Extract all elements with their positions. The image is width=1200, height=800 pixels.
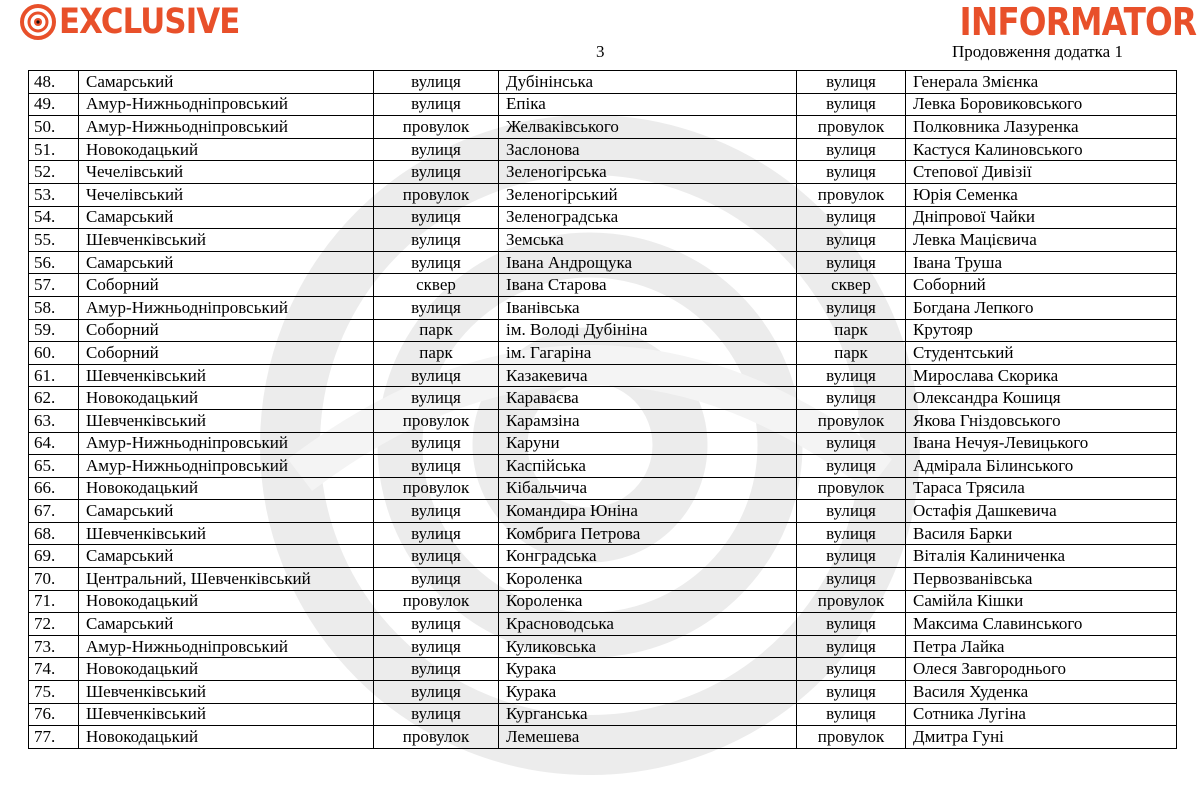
new-name-cell: Полковника Лазуренка [906, 116, 1177, 139]
district-cell: Амур-Нижньодніпровський [79, 432, 374, 455]
row-number: 65. [29, 455, 79, 478]
new-name-cell: Віталія Калиниченка [906, 545, 1177, 568]
district-cell: Новокодацький [79, 590, 374, 613]
table-row [29, 206, 1177, 229]
old-type-cell: вулиця [374, 364, 499, 387]
row-number: 55. [29, 229, 79, 252]
row-number: 69. [29, 545, 79, 568]
old-name-cell: Курака [499, 681, 797, 704]
new-type-cell: провулок [797, 409, 906, 432]
new-name-cell: Кастуся Калиновського [906, 138, 1177, 161]
table-row [29, 409, 1177, 432]
table-row [29, 455, 1177, 478]
table-row [29, 500, 1177, 523]
old-name-cell: Кібальчича [499, 477, 797, 500]
table-row [29, 545, 1177, 568]
old-name-cell: Красноводська [499, 613, 797, 636]
row-number: 74. [29, 658, 79, 681]
new-name-cell: Василя Барки [906, 522, 1177, 545]
district-cell: Самарський [79, 206, 374, 229]
row-number: 75. [29, 681, 79, 704]
new-type-cell: вулиця [797, 364, 906, 387]
old-name-cell: Іванівська [499, 296, 797, 319]
district-cell: Новокодацький [79, 726, 374, 749]
table-row [29, 635, 1177, 658]
new-name-cell: Студентський [906, 342, 1177, 365]
district-cell: Новокодацький [79, 138, 374, 161]
old-type-cell: вулиця [374, 71, 499, 94]
new-name-cell: Олександра Кошиця [906, 387, 1177, 410]
new-type-cell: провулок [797, 183, 906, 206]
old-type-cell: вулиця [374, 568, 499, 591]
old-type-cell: парк [374, 342, 499, 365]
new-type-cell: вулиця [797, 703, 906, 726]
old-type-cell: вулиця [374, 455, 499, 478]
old-name-cell: Дубінінська [499, 71, 797, 94]
new-name-cell: Дніпрової Чайки [906, 206, 1177, 229]
row-number: 51. [29, 138, 79, 161]
table-body [29, 71, 1177, 749]
table-row [29, 681, 1177, 704]
new-type-cell: вулиця [797, 455, 906, 478]
district-cell: Шевченківський [79, 522, 374, 545]
old-type-cell: вулиця [374, 161, 499, 184]
new-type-cell: вулиця [797, 545, 906, 568]
district-cell: Шевченківський [79, 681, 374, 704]
district-cell: Амур-Нижньодніпровський [79, 296, 374, 319]
district-cell: Соборний [79, 319, 374, 342]
exclusive-logo-text: EXCLUSIVE [59, 2, 240, 42]
new-name-cell: Івана Нечуя-Левицького [906, 432, 1177, 455]
row-number: 59. [29, 319, 79, 342]
old-type-cell: вулиця [374, 138, 499, 161]
old-name-cell: Караваєва [499, 387, 797, 410]
table-row [29, 726, 1177, 749]
new-name-cell: Василя Худенка [906, 681, 1177, 704]
row-number: 72. [29, 613, 79, 636]
row-number: 66. [29, 477, 79, 500]
new-name-cell: Соборний [906, 274, 1177, 297]
district-cell: Амур-Нижньодніпровський [79, 93, 374, 116]
old-name-cell: Зеленоградська [499, 206, 797, 229]
district-cell: Центральний, Шевченківський [79, 568, 374, 591]
new-name-cell: Максима Славинського [906, 613, 1177, 636]
old-type-cell: провулок [374, 726, 499, 749]
old-type-cell: вулиця [374, 681, 499, 704]
row-number: 54. [29, 206, 79, 229]
new-name-cell: Самійла Кішки [906, 590, 1177, 613]
old-type-cell: провулок [374, 183, 499, 206]
row-number: 71. [29, 590, 79, 613]
old-type-cell: вулиця [374, 545, 499, 568]
table-row [29, 342, 1177, 365]
district-cell: Шевченківський [79, 703, 374, 726]
new-name-cell: Первозванівська [906, 568, 1177, 591]
new-type-cell: провулок [797, 477, 906, 500]
row-number: 62. [29, 387, 79, 410]
new-name-cell: Левка Боровиковського [906, 93, 1177, 116]
old-type-cell: вулиця [374, 703, 499, 726]
new-type-cell: вулиця [797, 522, 906, 545]
row-number: 64. [29, 432, 79, 455]
new-name-cell: Адмірала Білинського [906, 455, 1177, 478]
district-cell: Чечелівський [79, 183, 374, 206]
new-type-cell: парк [797, 342, 906, 365]
new-type-cell: сквер [797, 274, 906, 297]
table-row [29, 274, 1177, 297]
new-type-cell: вулиця [797, 251, 906, 274]
old-name-cell: Комбрига Петрова [499, 522, 797, 545]
old-type-cell: вулиця [374, 500, 499, 523]
old-name-cell: Епіка [499, 93, 797, 116]
new-name-cell: Дмитра Гуні [906, 726, 1177, 749]
street-renaming-table [28, 70, 1177, 749]
row-number: 73. [29, 635, 79, 658]
new-name-cell: Генерала Змієнка [906, 71, 1177, 94]
district-cell: Самарський [79, 71, 374, 94]
new-type-cell: вулиця [797, 138, 906, 161]
new-name-cell: Олеся Завгороднього [906, 658, 1177, 681]
new-type-cell: вулиця [797, 500, 906, 523]
appendix-continuation-label: Продовження додатка 1 [952, 42, 1123, 61]
district-cell: Новокодацький [79, 477, 374, 500]
row-number: 60. [29, 342, 79, 365]
old-name-cell: Короленка [499, 568, 797, 591]
district-cell: Амур-Нижньодніпровський [79, 635, 374, 658]
old-type-cell: провулок [374, 116, 499, 139]
old-type-cell: вулиця [374, 432, 499, 455]
table-row [29, 229, 1177, 252]
new-type-cell: вулиця [797, 658, 906, 681]
old-name-cell: Командира Юніна [499, 500, 797, 523]
new-name-cell: Юрія Семенка [906, 183, 1177, 206]
old-name-cell: Каруни [499, 432, 797, 455]
table-row [29, 319, 1177, 342]
district-cell: Чечелівський [79, 161, 374, 184]
row-number: 48. [29, 71, 79, 94]
table-row [29, 387, 1177, 410]
new-type-cell: вулиця [797, 229, 906, 252]
old-name-cell: Курганська [499, 703, 797, 726]
table-row [29, 251, 1177, 274]
new-type-cell: вулиця [797, 387, 906, 410]
row-number: 56. [29, 251, 79, 274]
district-cell: Соборний [79, 274, 374, 297]
row-number: 52. [29, 161, 79, 184]
old-name-cell: Казакевича [499, 364, 797, 387]
new-type-cell: вулиця [797, 613, 906, 636]
district-cell: Шевченківський [79, 364, 374, 387]
table-row [29, 71, 1177, 94]
new-type-cell: вулиця [797, 93, 906, 116]
table-row [29, 703, 1177, 726]
old-type-cell: вулиця [374, 522, 499, 545]
old-name-cell: ім. Володі Дубініна [499, 319, 797, 342]
table-row [29, 161, 1177, 184]
new-name-cell: Сотника Лугіна [906, 703, 1177, 726]
row-number: 57. [29, 274, 79, 297]
old-name-cell: Каспійська [499, 455, 797, 478]
new-name-cell: Мирослава Скорика [906, 364, 1177, 387]
new-name-cell: Левка Мацієвича [906, 229, 1177, 252]
row-number: 67. [29, 500, 79, 523]
row-number: 49. [29, 93, 79, 116]
district-cell: Самарський [79, 251, 374, 274]
table-row [29, 568, 1177, 591]
row-number: 76. [29, 703, 79, 726]
old-type-cell: провулок [374, 477, 499, 500]
new-type-cell: парк [797, 319, 906, 342]
district-cell: Самарський [79, 545, 374, 568]
old-type-cell: вулиця [374, 229, 499, 252]
old-type-cell: вулиця [374, 206, 499, 229]
district-cell: Амур-Нижньодніпровський [79, 116, 374, 139]
district-cell: Самарський [79, 613, 374, 636]
old-type-cell: вулиця [374, 93, 499, 116]
informator-logo[interactable]: INFORMATOR [959, 0, 1196, 44]
new-name-cell: Тараса Трясила [906, 477, 1177, 500]
old-name-cell: Зеленогірська [499, 161, 797, 184]
old-name-cell: Куликовська [499, 635, 797, 658]
new-type-cell: вулиця [797, 432, 906, 455]
old-name-cell: Карамзіна [499, 409, 797, 432]
row-number: 58. [29, 296, 79, 319]
table-row [29, 658, 1177, 681]
old-type-cell: провулок [374, 590, 499, 613]
old-type-cell: сквер [374, 274, 499, 297]
district-cell: Самарський [79, 500, 374, 523]
eye-icon [20, 4, 56, 40]
exclusive-logo[interactable] [20, 2, 264, 42]
old-type-cell: парк [374, 319, 499, 342]
old-type-cell: вулиця [374, 387, 499, 410]
old-name-cell: Заслонова [499, 138, 797, 161]
district-cell: Амур-Нижньодніпровський [79, 455, 374, 478]
table-row [29, 477, 1177, 500]
table-row [29, 522, 1177, 545]
old-type-cell: вулиця [374, 251, 499, 274]
old-name-cell: Конградська [499, 545, 797, 568]
new-name-cell: Івана Труша [906, 251, 1177, 274]
old-name-cell: Желваківського [499, 116, 797, 139]
new-name-cell: Крутояр [906, 319, 1177, 342]
table-row [29, 364, 1177, 387]
old-type-cell: вулиця [374, 658, 499, 681]
table-row [29, 183, 1177, 206]
new-type-cell: вулиця [797, 681, 906, 704]
row-number: 53. [29, 183, 79, 206]
new-name-cell: Степової Дивізії [906, 161, 1177, 184]
district-cell: Шевченківський [79, 229, 374, 252]
table-row [29, 138, 1177, 161]
district-cell: Шевченківський [79, 409, 374, 432]
table-row [29, 93, 1177, 116]
page-number: 3 [596, 42, 605, 61]
old-type-cell: провулок [374, 409, 499, 432]
old-name-cell: Земська [499, 229, 797, 252]
row-number: 50. [29, 116, 79, 139]
table-row [29, 296, 1177, 319]
old-type-cell: вулиця [374, 296, 499, 319]
new-type-cell: вулиця [797, 71, 906, 94]
table-row [29, 590, 1177, 613]
new-type-cell: вулиця [797, 568, 906, 591]
old-type-cell: вулиця [374, 613, 499, 636]
new-name-cell: Остафія Дашкевича [906, 500, 1177, 523]
row-number: 70. [29, 568, 79, 591]
table-row [29, 432, 1177, 455]
new-name-cell: Петра Лайка [906, 635, 1177, 658]
old-type-cell: вулиця [374, 635, 499, 658]
new-name-cell: Якова Гніздовського [906, 409, 1177, 432]
row-number: 63. [29, 409, 79, 432]
district-cell: Новокодацький [79, 658, 374, 681]
new-type-cell: вулиця [797, 635, 906, 658]
new-type-cell: провулок [797, 726, 906, 749]
row-number: 68. [29, 522, 79, 545]
old-name-cell: ім. Гагаріна [499, 342, 797, 365]
new-type-cell: вулиця [797, 161, 906, 184]
new-type-cell: вулиця [797, 296, 906, 319]
table-row [29, 116, 1177, 139]
district-cell: Соборний [79, 342, 374, 365]
district-cell: Новокодацький [79, 387, 374, 410]
new-type-cell: вулиця [797, 206, 906, 229]
old-name-cell: Лемешева [499, 726, 797, 749]
old-name-cell: Короленка [499, 590, 797, 613]
old-name-cell: Зеленогірський [499, 183, 797, 206]
new-type-cell: провулок [797, 116, 906, 139]
row-number: 77. [29, 726, 79, 749]
old-name-cell: Івана Старова [499, 274, 797, 297]
old-name-cell: Курака [499, 658, 797, 681]
old-name-cell: Івана Андрощука [499, 251, 797, 274]
row-number: 61. [29, 364, 79, 387]
table-row [29, 613, 1177, 636]
new-name-cell: Богдана Лепкого [906, 296, 1177, 319]
new-type-cell: провулок [797, 590, 906, 613]
